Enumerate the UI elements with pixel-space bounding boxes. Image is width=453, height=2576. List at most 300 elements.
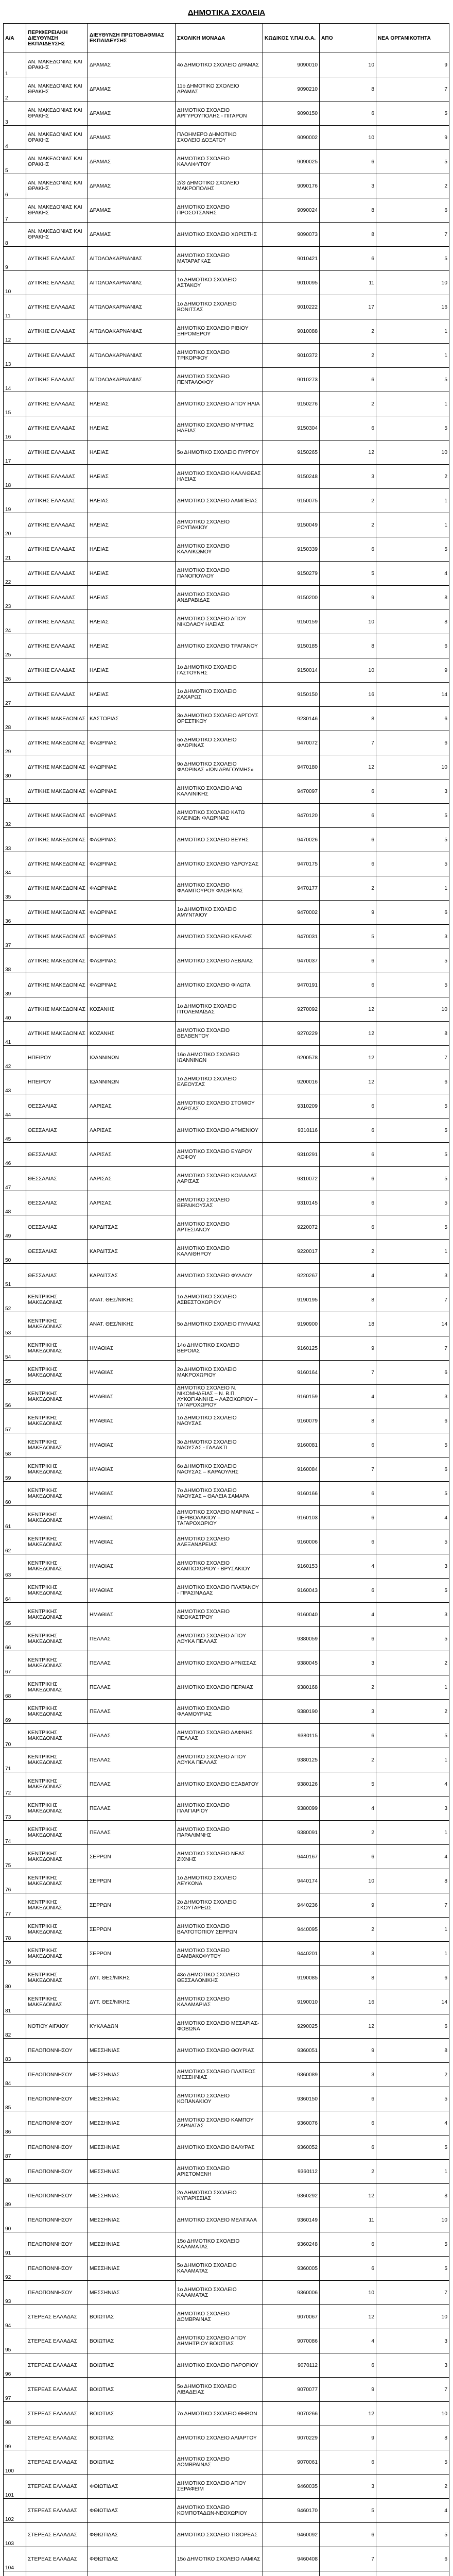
cell-primary-directorate: ΗΜΑΘΙΑΣ [88,1579,176,1603]
cell-new-organization: 5 [376,2523,449,2547]
cell-ministry-code: 9440095 [263,1918,320,1942]
cell-primary-directorate: ΣΕΡΡΩΝ [88,1918,176,1942]
cell-from: 18 [320,1312,376,1336]
cell-new-organization: 8 [376,2426,449,2450]
cell-ministry-code: 9360248 [263,2232,320,2257]
cell-primary-directorate: ΑΙΤΩΛΟΑΚΑΡΝΑΝΙΑΣ [88,247,176,271]
cell-regional-directorate: ΚΕΝΤΡΙΚΗΣ ΜΑΚΕΔΟΝΙΑΣ [26,1288,88,1312]
cell-primary-directorate: ΗΛΕΙΑΣ [88,683,176,707]
cell-ministry-code: 9460092 [263,2523,320,2547]
cell-aa: 85 [4,2087,26,2111]
table-row [4,1240,449,1264]
cell-new-organization: 3 [376,1603,449,1627]
cell-school-unit: ΔΗΜΟΤΙΚΟ ΣΧΟΛΕΙΟ ΒΑΜΒΑΚΟΦΥΤΟΥ [176,1942,263,1966]
cell-regional-directorate [26,2571,88,2576]
cell-school-unit: ΔΗΜΟΤΙΚΟ ΣΧΟΛΕΙΟ ΡΟΥΠΑΚΙΟΥ [176,513,263,537]
cell-primary-directorate: ΜΕΣΣΗΝΙΑΣ [88,2232,176,2257]
cell-primary-directorate: ΚΑΣΤΟΡΙΑΣ [88,707,176,731]
cell-primary-directorate: ΠΕΛΛΑΣ [88,1700,176,1724]
cell-aa: 52 [4,1288,26,1312]
table-row [4,1506,449,1530]
cell-regional-directorate: ΚΕΝΤΡΙΚΗΣ ΜΑΚΕΔΟΝΙΑΣ [26,1748,88,1772]
cell-ministry-code: 9160164 [263,1361,320,1385]
table-row [4,150,449,174]
cell-ministry-code: 9150200 [263,586,320,610]
cell-primary-directorate: ΒΟΙΩΤΙΑΣ [88,2450,176,2475]
cell-regional-directorate: ΣΤΕΡΕΑΣ ΕΛΛΑΔΑΣ [26,2547,88,2571]
table-row [4,126,449,150]
cell-aa: 92 [4,2257,26,2281]
cell-new-organization: 5 [376,416,449,440]
cell-from: 3 [320,1700,376,1724]
cell-from: 12 [320,1046,376,1070]
cell-from: 6 [320,2450,376,2475]
table-row [4,1797,449,1821]
table-row [4,731,449,755]
cell-regional-directorate: ΣΤΕΡΕΑΣ ΕΛΛΑΔΑΣ [26,2378,88,2402]
cell-primary-directorate: ΜΕΣΣΗΝΙΑΣ [88,2111,176,2136]
table-row [4,1312,449,1336]
cell-regional-directorate: ΚΕΝΤΡΙΚΗΣ ΜΑΚΕΔΟΝΙΑΣ [26,1918,88,1942]
cell-new-organization: 7 [376,2281,449,2305]
cell-new-organization: 1 [376,319,449,344]
cell-primary-directorate: ΚΑΡΔΙΤΣΑΣ [88,1215,176,1240]
cell-regional-directorate: ΚΕΝΤΡΙΚΗΣ ΜΑΚΕΔΟΝΙΑΣ [26,1312,88,1336]
table-row [4,440,449,465]
cell-primary-directorate: ΒΟΙΩΤΙΑΣ [88,2402,176,2426]
cell-primary-directorate: ΔΥΤ. ΘΕΣ/ΝΙΚΗΣ [88,1966,176,1990]
cell-ministry-code: 9150265 [263,440,320,465]
cell-primary-directorate: ΚΥΚΛΑΔΩΝ [88,2014,176,2039]
cell-from: 4 [320,1554,376,1579]
table-row [4,1288,449,1312]
cell-ministry-code: 9470180 [263,755,320,779]
cell-from: 2 [320,319,376,344]
cell-regional-directorate: ΚΕΝΤΡΙΚΗΣ ΜΑΚΕΔΟΝΙΑΣ [26,1506,88,1530]
table-row [4,2087,449,2111]
table-row [4,2547,449,2571]
cell-new-organization: 10 [376,2305,449,2329]
table-row [4,876,449,901]
cell-ministry-code: 9070229 [263,2426,320,2450]
cell-from: 6 [320,1167,376,1191]
header-new-organization: ΝΕΑ ΟΡΓΑΝΙΚΟΤΗΤΑ [376,24,449,53]
cell-aa: 4 [4,126,26,150]
table-row [4,2571,449,2576]
table-row [4,1215,449,1240]
cell-ministry-code: 9360150 [263,2087,320,2111]
cell-from: 4 [320,2329,376,2353]
cell-regional-directorate: ΚΕΝΤΡΙΚΗΣ ΜΑΚΕΔΟΝΙΑΣ [26,1797,88,1821]
cell-school-unit: 11ο ΔΗΜΟΤΙΚΟ ΣΧΟΛΕΙΟ ΔΡΑΜΑΣ [176,77,263,101]
cell-new-organization: 5 [376,1094,449,1118]
cell-school-unit: ΔΗΜΟΤΙΚΟ ΣΧΟΛΕΙΟ ΠΑΝΟΠΟΥΛΟΥ [176,562,263,586]
cell-from: 2 [320,344,376,368]
cell-aa: 11 [4,295,26,319]
cell-from: 12 [320,1070,376,1094]
table-row [4,634,449,658]
cell-ministry-code: 9160153 [263,1554,320,1579]
cell-primary-directorate: ΚΟΖΑΝΗΣ [88,997,176,1022]
table-row [4,1361,449,1385]
cell-new-organization: 10 [376,2402,449,2426]
table-row [4,1869,449,1893]
cell-ministry-code: 9470002 [263,901,320,925]
cell-school-unit: ΔΗΜΟΤΙΚΟ ΣΧΟΛΕΙΟ ΤΡΙΚΟΡΦΟΥ [176,344,263,368]
cell-from: 6 [320,247,376,271]
cell-new-organization: 5 [376,537,449,562]
cell-from: 7 [320,2547,376,2571]
cell-school-unit: 14ο ΔΗΜΟΤΙΚΟ ΣΧΟΛΕΙΟ ΒΕΡΟΙΑΣ [176,1336,263,1361]
cell-new-organization: 2 [376,2063,449,2087]
cell-primary-directorate: ΗΛΕΙΑΣ [88,416,176,440]
cell-regional-directorate: ΔΥΤΙΚΗΣ ΕΛΛΑΔΑΣ [26,368,88,392]
cell-aa: 49 [4,1215,26,1240]
cell-school-unit: ΔΗΜΟΤΙΚΟ ΣΧΟΛΕΙΟ ΕΥΔΡΟΥ ΛΟΦΟΥ [176,1143,263,1167]
cell-regional-directorate: ΔΥΤΙΚΗΣ ΜΑΚΕΔΟΝΙΑΣ [26,852,88,876]
cell-ministry-code: 9380168 [263,1675,320,1700]
cell-primary-directorate: ΗΛΕΙΑΣ [88,610,176,634]
cell-aa: 100 [4,2450,26,2475]
table-row [4,2184,449,2208]
cell-regional-directorate: ΚΕΝΤΡΙΚΗΣ ΜΑΚΕΔΟΝΙΑΣ [26,1821,88,1845]
cell-from: 12 [320,997,376,1022]
table-row [4,1094,449,1118]
cell-aa: 31 [4,779,26,804]
header-primary-directorate: ΔΙΕΥΘΥΝΣΗ ΠΡΩΤΟΒΑΘΜΙΑΣ ΕΚΠΑΙΔΕΥΣΗΣ [88,24,176,53]
table-row [4,2063,449,2087]
cell-ministry-code: 9470120 [263,804,320,828]
cell-school-unit: ΔΗΜΟΤΙΚΟ ΣΧΟΛΕΙΟ ΒΑΛΥΡΑΣ [176,2136,263,2160]
cell-ministry-code: 9090150 [263,101,320,126]
cell-from: 6 [320,1215,376,1240]
cell-new-organization: 3 [376,1554,449,1579]
cell-new-organization: 6 [376,2547,449,2571]
table-row [4,1893,449,1918]
cell-new-organization: 2 [376,2475,449,2499]
cell-ministry-code: 9150159 [263,610,320,634]
cell-from: 8 [320,634,376,658]
cell-new-organization: 10 [376,440,449,465]
cell-school-unit: 15ο ΔΗΜΟΤΙΚΟ ΣΧΟΛΕΙΟ ΛΑΜΙΑΣ [176,2547,263,2571]
table-row [4,1748,449,1772]
cell-school-unit: 2ο ΔΗΜΟΤΙΚΟ ΣΧΟΛΕΙΟ ΚΥΠΑΡΙΣΣΙΑΣ [176,2184,263,2208]
cell-school-unit: ΔΗΜΟΤΙΚΟ ΣΧΟΛΕΙΟ ΠΑΡΟΡΙΟΥ [176,2353,263,2378]
cell-primary-directorate: ΑΝΑΤ. ΘΕΣ/ΝΙΚΗΣ [88,1312,176,1336]
cell-new-organization: 6 [376,1361,449,1385]
cell-school-unit: 1ο ΔΗΜΟΤΙΚΟ ΣΧΟΛΕΙΟ ΒΟΝΙΤΣΑΣ [176,295,263,319]
cell-school-unit: 1ο ΔΗΜΟΤΙΚΟ ΣΧΟΛΕΙΟ ΑΣΤΑΚΟΥ [176,271,263,295]
cell-new-organization: 8 [376,2184,449,2208]
cell-ministry-code: 9070067 [263,2305,320,2329]
cell-new-organization: 8 [376,1022,449,1046]
cell-regional-directorate: ΔΥΤΙΚΗΣ ΕΛΛΑΔΑΣ [26,440,88,465]
cell-ministry-code: 9460170 [263,2499,320,2523]
cell-aa: 29 [4,731,26,755]
cell-from: 2 [320,1821,376,1845]
cell-primary-directorate: ΔΡΑΜΑΣ [88,53,176,77]
cell-school-unit: ΔΗΜΟΤΙΚΟ ΣΧΟΛΕΙΟ ΑΡΜΕΝΙΟΥ [176,1118,263,1143]
cell-school-unit: ΔΗΜΟΤΙΚΟ ΣΧΟΛΕΙΟ ΚΑΛΛΙΘΗΡΟΥ [176,1240,263,1264]
cell-new-organization: 7 [376,223,449,247]
cell-from: 10 [320,1869,376,1893]
cell-regional-directorate: ΚΕΝΤΡΙΚΗΣ ΜΑΚΕΔΟΝΙΑΣ [26,1458,88,1482]
cell-from: 6 [320,1191,376,1215]
cell-aa: 46 [4,1143,26,1167]
cell-regional-directorate: ΚΕΝΤΡΙΚΗΣ ΜΑΚΕΔΟΝΙΑΣ [26,1869,88,1893]
cell-regional-directorate: ΠΕΛΟΠΟΝΝΗΣΟΥ [26,2039,88,2063]
cell-aa: 57 [4,1409,26,1433]
cell-regional-directorate: ΑΝ. ΜΑΚΕΔΟΝΙΑΣ ΚΑΙ ΘΡΑΚΗΣ [26,101,88,126]
table-row [4,804,449,828]
cell-new-organization: 5 [376,949,449,973]
cell-primary-directorate: ΗΜΑΘΙΑΣ [88,1482,176,1506]
cell-aa: 68 [4,1675,26,1700]
cell-from: 6 [320,1433,376,1458]
cell-ministry-code: 9070061 [263,2450,320,2475]
cell-aa: 66 [4,1627,26,1651]
cell-ministry-code: 9010372 [263,344,320,368]
cell-primary-directorate: ΦΛΩΡΙΝΑΣ [88,925,176,949]
cell-regional-directorate: ΔΥΤΙΚΗΣ ΕΛΛΑΔΑΣ [26,562,88,586]
cell-regional-directorate: ΔΥΤΙΚΗΣ ΕΛΛΑΔΑΣ [26,586,88,610]
cell-from: 10 [320,53,376,77]
cell-ministry-code: 9090210 [263,77,320,101]
cell-school-unit: ΔΗΜΟΤΙΚΟ ΣΧΟΛΕΙΟ ΝΕΟΚΑΣΤΡΟΥ [176,1603,263,1627]
table-row [4,586,449,610]
cell-ministry-code: 9220017 [263,1240,320,1264]
cell-school-unit: 7ο ΔΗΜΟΤΙΚΟ ΣΧΟΛΕΙΟ ΘΗΒΩΝ [176,2402,263,2426]
cell-new-organization: 1 [376,1675,449,1700]
cell-school-unit: 15ο ΔΗΜΟΤΙΚΟ ΣΧΟΛΕΙΟ ΚΑΛΑΜΑΤΑΣ [176,2232,263,2257]
cell-regional-directorate: ΣΤΕΡΕΑΣ ΕΛΛΑΔΑΣ [26,2523,88,2547]
cell-school-unit: ΔΗΜΟΤΙΚΟ ΣΧΟΛΕΙΟ ΜΕΣΑΡΙΑΣ-ΦΟΒΩΝΑ [176,2014,263,2039]
cell-from: 2 [320,1918,376,1942]
cell-ministry-code: 9070266 [263,2402,320,2426]
cell-new-organization: 5 [376,150,449,174]
table-row [4,1191,449,1215]
cell-new-organization: 1 [376,1821,449,1845]
table-row [4,1918,449,1942]
cell-primary-directorate: ΑΙΤΩΛΟΑΚΑΡΝΑΝΙΑΣ [88,344,176,368]
cell-aa: 56 [4,1385,26,1409]
cell-new-organization: 1 [376,344,449,368]
cell-regional-directorate: ΚΕΝΤΡΙΚΗΣ ΜΑΚΕΔΟΝΙΑΣ [26,1482,88,1506]
cell-primary-directorate: ΗΜΑΘΙΑΣ [88,1409,176,1433]
cell-aa: 73 [4,1797,26,1821]
cell-primary-directorate: ΠΕΛΛΑΣ [88,1821,176,1845]
cell-aa: 62 [4,1530,26,1554]
cell-aa: 17 [4,440,26,465]
cell-new-organization: 2 [376,1700,449,1724]
cell-aa: 2 [4,77,26,101]
cell-ministry-code: 9150014 [263,658,320,683]
cell-from: 6 [320,2257,376,2281]
cell-new-organization: 1 [376,513,449,537]
cell-primary-directorate: ΜΕΣΣΗΝΙΑΣ [88,2136,176,2160]
cell-aa: 86 [4,2111,26,2136]
cell-regional-directorate: ΝΟΤΙΟΥ ΑΙΓΑΙΟΥ [26,2014,88,2039]
table-row [4,2160,449,2184]
cell-school-unit: ΔΗΜΟΤΙΚΟ ΣΧΟΛΕΙΟ ΦΥΛΛΟΥ [176,1264,263,1288]
cell-new-organization: 4 [376,562,449,586]
cell-school-unit: ΔΗΜΟΤΙΚΟ ΣΧΟΛΕΙΟ ΚΕΛΛΗΣ [176,925,263,949]
cell-primary-directorate: ΠΕΛΛΑΣ [88,1627,176,1651]
cell-new-organization: 14 [376,1312,449,1336]
cell-school-unit: ΔΗΜΟΤΙΚΟ ΣΧΟΛΕΙΟ ΑΛΙΑΡΤΟΥ [176,2426,263,2450]
cell-primary-directorate: ΔΡΑΜΑΣ [88,150,176,174]
cell-new-organization [376,2571,449,2576]
cell-school-unit: ΔΗΜΟΤΙΚΟ ΣΧΟΛΕΙΟ ΚΑΜΠΟΥ ΖΑΡΝΑΤΑΣ [176,2111,263,2136]
cell-new-organization: 5 [376,1118,449,1143]
cell-school-unit: ΔΗΜΟΤΙΚΟ ΣΧΟΛΕΙΟ ΚΑΛΛΙΚΩΜΟΥ [176,537,263,562]
cell-from: 3 [320,1942,376,1966]
cell-regional-directorate: ΣΤΕΡΕΑΣ ΕΛΛΑΔΑΣ [26,2450,88,2475]
cell-aa: 7 [4,198,26,223]
cell-regional-directorate: ΔΥΤΙΚΗΣ ΕΛΛΑΔΑΣ [26,537,88,562]
cell-primary-directorate: ΔΡΑΜΑΣ [88,126,176,150]
cell-aa: 59 [4,1458,26,1482]
cell-aa: 90 [4,2208,26,2232]
cell-ministry-code: 9200578 [263,1046,320,1070]
cell-new-organization: 1 [376,1918,449,1942]
cell-aa: 20 [4,513,26,537]
cell-aa: 89 [4,2184,26,2208]
table-row [4,925,449,949]
cell-new-organization: 7 [376,1893,449,1918]
cell-aa: 15 [4,392,26,416]
cell-ministry-code: 9360076 [263,2111,320,2136]
cell-regional-directorate: ΚΕΝΤΡΙΚΗΣ ΜΑΚΕΔΟΝΙΑΣ [26,1651,88,1675]
cell-ministry-code: 9380091 [263,1821,320,1845]
cell-school-unit: ΔΗΜΟΤΙΚΟ ΣΧΟΛΕΙΟ ΤΙΘΟΡΕΑΣ [176,2523,263,2547]
cell-regional-directorate: ΔΥΤΙΚΗΣ ΕΛΛΑΔΑΣ [26,489,88,513]
cell-school-unit: ΔΗΜΟΤΙΚΟ ΣΧΟΛΕΙΟ ΤΡΑΓΑΝΟΥ [176,634,263,658]
cell-regional-directorate: ΚΕΝΤΡΙΚΗΣ ΜΑΚΕΔΟΝΙΑΣ [26,1942,88,1966]
cell-aa: 24 [4,610,26,634]
cell-regional-directorate: ΔΥΤΙΚΗΣ ΕΛΛΑΔΑΣ [26,465,88,489]
cell-regional-directorate: ΔΥΤΙΚΗΣ ΕΛΛΑΔΑΣ [26,683,88,707]
table-row [4,392,449,416]
cell-regional-directorate: ΘΕΣΣΑΛΙΑΣ [26,1094,88,1118]
cell-aa: 104 [4,2547,26,2571]
cell-primary-directorate: ΒΟΙΩΤΙΑΣ [88,2305,176,2329]
table-row [4,2426,449,2450]
cell-school-unit: ΔΗΜΟΤΙΚΟ ΣΧΟΛΕΙΟ ΠΕΡΑΙΑΣ [176,1675,263,1700]
cell-ministry-code: 9160006 [263,1530,320,1554]
cell-ministry-code: 9160081 [263,1433,320,1458]
header-aa: Α/Α [4,24,26,53]
cell-school-unit [176,2571,263,2576]
cell-from: 9 [320,1336,376,1361]
table-row [4,1046,449,1070]
cell-ministry-code: 9310072 [263,1167,320,1191]
cell-from: 6 [320,1118,376,1143]
cell-school-unit: ΔΗΜΟΤΙΚΟ ΣΧΟΛΕΙΟ ΑΓΙΟΥ ΗΛΙΑ [176,392,263,416]
cell-school-unit: 1ο ΔΗΜΟΤΙΚΟ ΣΧΟΛΕΙΟ ΠΤΟΛΕΜΑΪΔΑΣ [176,997,263,1022]
table-row [4,2257,449,2281]
cell-new-organization: 4 [376,1772,449,1797]
table-row [4,1724,449,1748]
cell-primary-directorate: ΔΡΑΜΑΣ [88,174,176,198]
cell-regional-directorate: ΔΥΤΙΚΗΣ ΜΑΚΕΔΟΝΙΑΣ [26,876,88,901]
cell-aa: 101 [4,2475,26,2499]
cell-school-unit: ΔΗΜΟΤΙΚΟ ΣΧΟΛΕΙΟ ΜΑΤΑΡΑΓΚΑΣ [176,247,263,271]
cell-from: 6 [320,1724,376,1748]
cell-primary-directorate: ΦΛΩΡΙΝΑΣ [88,731,176,755]
cell-school-unit: 2/Θ ΔΗΜΟΤΙΚΟ ΣΧΟΛΕΙΟ ΜΑΚΡΟΠΟΛΗΣ [176,174,263,198]
cell-ministry-code: 9010222 [263,295,320,319]
table-row [4,1264,449,1288]
cell-aa: 95 [4,2329,26,2353]
cell-school-unit: ΔΗΜΟΤΙΚΟ ΣΧΟΛΕΙΟ ΜΕΛΙΓΑΛΑ [176,2208,263,2232]
cell-from: 2 [320,392,376,416]
cell-new-organization: 6 [376,1966,449,1990]
cell-primary-directorate: ΑΙΤΩΛΟΑΚΑΡΝΑΝΙΑΣ [88,271,176,295]
cell-school-unit: 1ο ΔΗΜΟΤΙΚΟ ΣΧΟΛΕΙΟ ΓΑΣΤΟΥΝΗΣ [176,658,263,683]
cell-from: 5 [320,2499,376,2523]
cell-school-unit: ΔΗΜΟΤΙΚΟ ΣΧΟΛΕΙΟ ΑΓΙΟΥ ΛΟΥΚΑ ΠΕΛΛΑΣ [176,1627,263,1651]
cell-school-unit: ΔΗΜΟΤΙΚΟ ΣΧΟΛΕΙΟ ΜΑΡΙΝΑΣ – ΠΕΡΙΒΟΛΑΚΙΟΥ – ΤΑΓΑΡΟΧΩΡΙΟΥ [176,1506,263,1530]
table-row [4,1070,449,1094]
table-row [4,1579,449,1603]
cell-primary-directorate: ΚΟΖΑΝΗΣ [88,1022,176,1046]
cell-from: 6 [320,973,376,997]
cell-primary-directorate: ΔΥΤ. ΘΕΣ/ΝΙΚΗΣ [88,1990,176,2014]
table-row [4,1167,449,1191]
cell-primary-directorate: ΔΡΑΜΑΣ [88,198,176,223]
cell-primary-directorate: ΗΜΑΘΙΑΣ [88,1385,176,1409]
cell-regional-directorate: ΗΠΕΙΡΟΥ [26,1070,88,1094]
cell-primary-directorate: ΛΑΡΙΣΑΣ [88,1094,176,1118]
cell-primary-directorate: ΜΕΣΣΗΝΙΑΣ [88,2257,176,2281]
cell-school-unit: ΔΗΜΟΤΙΚΟ ΣΧΟΛΕΙΟ ΑΡΓΥΡΟΥΠΟΛΗΣ - ΠΙΓΑΡΟΝ [176,101,263,126]
cell-aa: 53 [4,1312,26,1336]
cell-aa: 21 [4,537,26,562]
cell-new-organization: 9 [376,658,449,683]
cell-aa: 42 [4,1046,26,1070]
cell-new-organization: 6 [376,731,449,755]
cell-regional-directorate: ΔΥΤΙΚΗΣ ΜΑΚΕΔΟΝΙΑΣ [26,997,88,1022]
cell-ministry-code: 9270092 [263,997,320,1022]
cell-school-unit: ΔΗΜΟΤΙΚΟ ΣΧΟΛΕΙΟ ΝΕΑΣ ΖΙΧΝΗΣ [176,1845,263,1869]
cell-new-organization: 2 [376,174,449,198]
cell-regional-directorate: ΘΕΣΣΑΛΙΑΣ [26,1143,88,1167]
cell-new-organization: 6 [376,1409,449,1433]
cell-from: 2 [320,513,376,537]
cell-new-organization: 5 [376,852,449,876]
cell-aa: 87 [4,2136,26,2160]
cell-new-organization: 3 [376,1797,449,1821]
cell-primary-directorate: ΗΛΕΙΑΣ [88,440,176,465]
cell-primary-directorate: ΗΛΕΙΑΣ [88,634,176,658]
cell-aa: 81 [4,1990,26,2014]
cell-aa: 27 [4,683,26,707]
cell-aa: 8 [4,223,26,247]
table-row [4,271,449,295]
cell-ministry-code: 9160166 [263,1482,320,1506]
cell-from: 2 [320,489,376,513]
cell-new-organization: 14 [376,683,449,707]
cell-from: 2 [320,2160,376,2184]
cell-aa: 12 [4,319,26,344]
cell-from: 4 [320,1385,376,1409]
cell-school-unit: ΔΗΜΟΤΙΚΟ ΣΧΟΛΕΙΟ ΑΛΕΞΑΝΔΡΕΙΑΣ [176,1530,263,1554]
header-ministry-code: ΚΩΔΙΚΟΣ Υ.ΠΑΙ.Θ.Α. [263,24,320,53]
cell-from: 6 [320,2136,376,2160]
cell-primary-directorate: ΔΡΑΜΑΣ [88,223,176,247]
cell-primary-directorate: ΦΛΩΡΙΝΑΣ [88,804,176,828]
